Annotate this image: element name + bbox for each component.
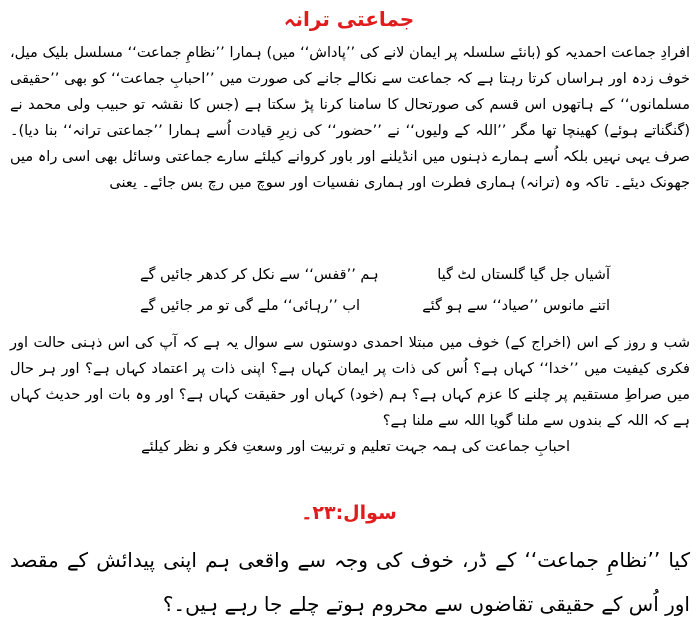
- question-paragraph-block: [10, 330, 690, 460]
- page-title: جماعتی ترانہ: [283, 7, 415, 31]
- verse-row: [140, 291, 610, 322]
- poem-verses: [140, 260, 610, 322]
- question-text: کیا ’’نظامِ جماعت‘‘ کے ڈر، خوف کی وجہ سے واقعی ہم اپنی پیدائش کے مقصد اور اُس کے حقیقی تقاضوں سے محروم ہوتے چلے جا رہے ہیں۔؟: [10, 548, 690, 616]
- verse-line: اب ’’رہائی‘‘ ملے گی تو مر جائیں گے: [140, 298, 360, 314]
- verse-row: [140, 260, 610, 291]
- question-number: سوال:۲۳۔: [301, 502, 397, 524]
- question-paragraph: شب و روز کے اس (اخراج کے) خوف میں مبتلا احمدی دوستوں سے سوال یہ ہے کہ آپ کی اس ذہنی حالت اور فکری کیفیت میں ’’خدا‘‘ کہاں ہے؟ اُس کی ذات پر ایمان کہاں ہے؟ اپنی ذات پر اعتماد کہاں ہے؟ اور ہر حال میں صراطِ مستقیم پر چلنے کا عزم کہاں ہے؟ ہم (خود) کہاں اور حقیقت کہاں ہے؟ اور وہ بات اور حدیث کہاں ہے کہ اللہ کے بندوں سے ملنا گویا اللہ سے ملنا ہے؟: [10, 335, 690, 429]
- verse-line: اتنے مانوس ’’صیاد‘‘ سے ہو گئے: [422, 298, 610, 314]
- verse-line: ہم ’’قفس‘‘ سے نکل کر کدھر جائیں گے: [140, 267, 379, 283]
- verse-line: آشیاں جل گیا گلستاں لٹ گیا: [437, 267, 610, 283]
- intro-paragraph: افرادِ جماعت احمدیہ کو (بانئے سلسلہ پر ایمان لانے کی ’’پاداش‘‘ میں) ہمارا ’’نظامِ جماعت‘‘ مسلسل بلیک میل، خوف زدہ اور ہراساں کرتا رہتا ہے کہ جماعت سے نکالے جانے کی صورت میں ’’احبابِ جماعت‘‘ کو بھی ’’حقیقی مسلمانوں‘‘ کے ہاتھوں اس قسم کی صورتحال کا سامنا کرنا پڑ سکتا ہے (جس کا نقشہ تو حبیب ولی محمد نے (گنگناتے ہوئے) کھینچا تھا مگر ’’اللہ کے ولیوں‘‘ نے ’’حضور‘‘ کی زیرِ قیادت اُسے ہمارا ’’جماعتی ترانہ‘‘ بنا دیا)۔ صرف یہی نہیں بلکہ اُسے ہمارے ذہنوں میں انڈیلنے اور باور کروانے کیلئے سارے جماعتی وسائل بھی اسی راہ میں جھونک دیئے۔ تاکہ وہ (ترانہ) ہماری فطرت اور ہماری نفسیات اور سوچ میں رچ بس جائے۔ یعنی: [10, 45, 690, 191]
- dedication-line: احبابِ جماعت کی ہمہ جہت تعلیم و تربیت اور وسعتِ فکر و نظر کیلئے: [141, 439, 570, 455]
